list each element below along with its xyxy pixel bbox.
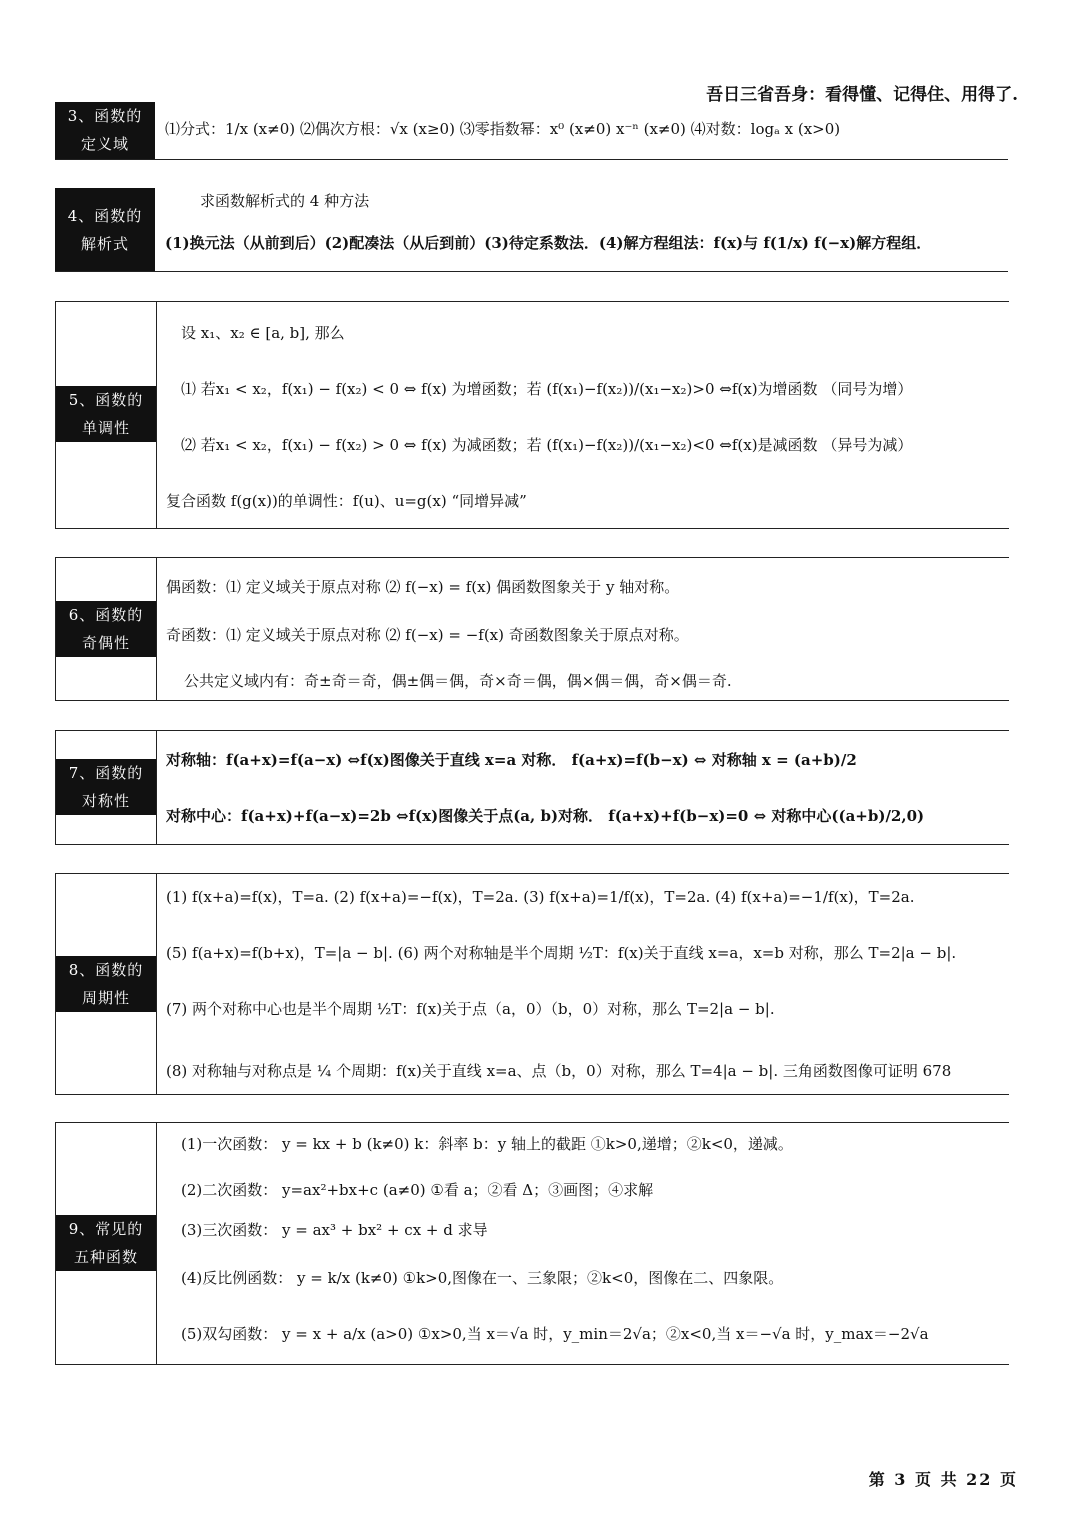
section-periodicity <box>55 873 1009 1095</box>
section-label: 7、函数的 对称性 <box>56 759 156 815</box>
period-line-1: (1) f(x+a)=f(x)，T=a. (2) f(x+a)=−f(x)，T=2a. (3) f(x+a)=1/f(x)，T=2a. (4) f(x+a)=−1/f(x)，T=2a. <box>166 888 915 906</box>
mono-line-3: ⑵ 若x₁ < x₂，f(x₁) − f(x₂) > 0 ⇔ f(x) 为减函数；若 (f(x₁)−f(x₂))/(x₁−x₂)<0 ⇔f(x)是减函数 （异号为减） <box>181 436 913 454</box>
period-line-4: (8) 对称轴与对称点是 ¼ 个周期：f(x)关于直线 x=a、点（b，0）对称，那么 T=4|a − b|. 三角函数图像可证明 678 <box>166 1062 952 1080</box>
page-header-motto: 吾日三省吾身：看得懂、记得住、用得了. <box>706 85 1018 105</box>
symmetry-center: 对称中心：f(a+x)+f(a−x)=2b ⇔f(x)图像关于点(a, b)对称． f(a+x)+f(b−x)=0 ⇔ 对称中心((a+b)/2,0) <box>166 807 925 825</box>
period-line-3: (7) 两个对称中心也是半个周期 ½T：f(x)关于点（a，0）（b，0）对称，那么 T=2|a − b|. <box>166 1000 775 1018</box>
methods-list: (1)换元法（从前到后）(2)配凑法（从后到前）(3)待定系数法．(4)解方程组法：f(x)与 f(1/x) f(−x)解方程组． <box>165 234 932 252</box>
parity-line-3: 公共定义域内有：奇±奇＝奇，偶±偶＝偶，奇×奇＝偶，偶×偶＝偶，奇×偶＝奇. <box>184 672 732 690</box>
func-linear: (1)一次函数： y = kx + b (k≠0) k：斜率 b：y 轴上的截距 ①k>0,递增；②k<0，递减。 <box>181 1135 793 1153</box>
func-cubic: (3)三次函数： y = ax³ + bx² + cx + d 求导 <box>181 1221 488 1239</box>
mono-line-1: 设 x₁、x₂ ∈ [a, b], 那么 <box>181 324 345 342</box>
parity-line-2: 奇函数：⑴ 定义域关于原点对称 ⑵ f(−x) = −f(x) 奇函数图象关于原点对称。 <box>166 626 689 644</box>
section-label: 3、函数的 定义域 <box>55 102 155 159</box>
section-label: 4、函数的 解析式 <box>55 188 155 271</box>
section-label: 5、函数的 单调性 <box>56 386 156 442</box>
period-line-2: (5) f(a+x)=f(b+x)，T=|a − b|. (6) 两个对称轴是半个周期 ½T：f(x)关于直线 x=a，x=b 对称，那么 T=2|a − b|. <box>166 944 957 962</box>
section-symmetry <box>55 730 1009 845</box>
mono-line-4: 复合函数 f(g(x))的单调性：f(u)、u=g(x) “同增异减” <box>166 492 527 510</box>
section-label: 8、函数的 周期性 <box>56 956 156 1012</box>
symmetry-axis: 对称轴：f(a+x)=f(a−x) ⇔f(x)图像关于直线 x=a 对称． f(a+x)=f(b−x) ⇔ 对称轴 x = (a+b)/2 <box>166 751 857 769</box>
section-label: 9、常见的 五种函数 <box>56 1215 156 1271</box>
section-monotonicity <box>55 301 1009 529</box>
page-number: 第 3 页 共 22 页 <box>868 1470 1018 1489</box>
func-quadratic: (2)二次函数： y=ax²+bx+c (a≠0) ①看 a；②看 Δ；③画图；④求解 <box>181 1181 654 1199</box>
methods-heading: 求函数解析式的 4 种方法 <box>200 192 370 210</box>
func-inverse: (4)反比例函数： y = k/x (k≠0) ①k>0,图像在一、三象限；②k<0，图像在二、四象限。 <box>181 1269 784 1287</box>
domain-rules: ⑴分式：1/x (x≠0) ⑵偶次方根：√x (x≥0) ⑶零指数幂：x⁰ (x≠0) x⁻ⁿ (x≠0) ⑷对数：logₐ x (x>0) <box>165 120 841 138</box>
mono-line-2: ⑴ 若x₁ < x₂，f(x₁) − f(x₂) < 0 ⇔ f(x) 为增函数；若 (f(x₁)−f(x₂))/(x₁−x₂)>0 ⇔f(x)为增函数 （同号为增） <box>181 380 913 398</box>
section-label: 6、函数的 奇偶性 <box>56 601 156 657</box>
parity-line-1: 偶函数：⑴ 定义域关于原点对称 ⑵ f(−x) = f(x) 偶函数图象关于 y 轴对称。 <box>166 578 680 596</box>
func-hook: (5)双勾函数： y = x + a/x (a>0) ①x>0,当 x＝√a 时，y_min＝2√a；②x<0,当 x＝−√a 时，y_max＝−2√a <box>181 1325 929 1343</box>
section-expression <box>55 188 1008 272</box>
section-domain <box>55 102 1008 160</box>
section-common-functions <box>55 1122 1009 1365</box>
section-parity <box>55 557 1009 701</box>
